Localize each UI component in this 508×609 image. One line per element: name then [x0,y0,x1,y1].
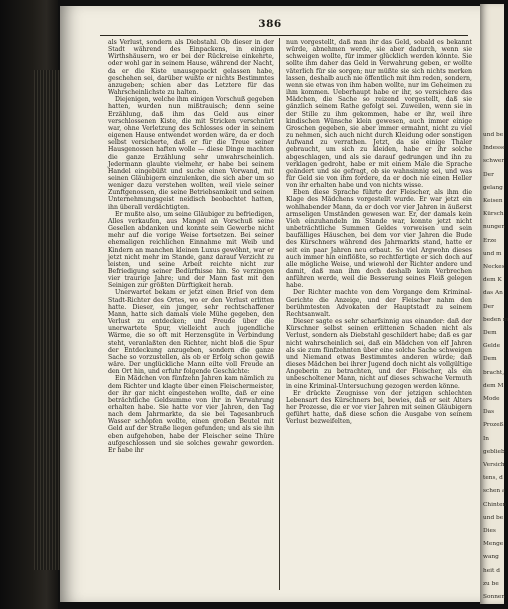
facing-page-fragment: und be [483,514,504,521]
previous-pages-edge [0,0,58,609]
paragraph: Unerwartet bekam er jetzt einen Brief von dem Stadt-Richter des Ortes, wo er den Verlust erlitten hatte. Dieser, ein junger, sehr rechtschaffener Mann, hatte sich damals viele Mühe gegeben, den Verlust zu entdecken; und Freude über die unerwartete Spur, vielleicht auch jugendliche Wärme, die so oft mit Herzensgüte in Verbindung steht, veranlaßten den Richter, nicht bloß die Spur der Entdeckung anzugeben, sondern die ganze Sache so vorzustellen, als ob er Erfolg schon gewiß wäre. Der unglückliche Mann eilte voll Freude an den Ort hin, und erfuhr folgende Geschichte: [108,289,274,376]
facing-page-fragment: Dem [483,330,497,336]
paragraph: Diejenigen, welche ihm einigen Vorschuß gegeben hatten, wurden nun mißtrauisch; denn seine Erzählung, daß ihm das Geld aus einer verschlossenen Kiste, die mit Stricken verschnürt war, ohne Verletzung des Schlosses oder in seinem eigenen Hause entwendet worden wäre, da er doch selbst versicherte, daß er für die Treue seiner Hausgenossen haften wolle — diese Dinge machten die ganze Erzählung sehr unwahrscheinlich. Jedermann glaubte vielmehr, er habe bei seinem Handel eingebüßt und suche einen Vorwand, mit seinen Gläubigern einzulenken, die sich aber um so weniger dazu verstehen wollten, weil viele seiner Zunftgenossen, die seine Betriebsamkeit und seinen Unternehmungsgeist neidisch beobachtet hatten, ihn überall verdächtigten. [108,96,274,211]
facing-page-fragment: Dem [483,356,497,363]
facing-page-fragment: Sonnen [483,594,506,600]
facing-page-fragment: Neckes [483,264,505,270]
facing-page-fragment: Versich [483,462,505,468]
facing-page-fragment: In [483,435,490,442]
left-text-column [108,39,274,595]
paragraph: Eben diese Sprache führte der Fleischer, als ihm die Klage des Mädchens vorgestellt wurde. Er war jetzt ein wohlhabender Mann, da er doch vor vier Jahren in äußerst armseligen Umständen gewesen war. Er, der damals kein Vieh einzuhandeln im Stande war, konnte jetzt nicht unbeträchtliche Summen Geldes vorweisen und sein baufälliges Häuschen, bei dem vor vier Jahren die Bude des Kürschners während des Jahrmarkts stand, hatte er seit ein paar Jahren neu erbaut. So viel Argwohn dieses auch immer hin einflößte, so rechtfertigte er sich doch auf alle mögliche Weise, und wiewohl der Richter andere und damit, daß man ihm doch deshalb kein Verbrechen anführen werde, weil die Besserung seines Fleiß gelegen habe. [286,189,472,290]
facing-page-fragment: und m [483,250,502,257]
facing-page-fragment: Der [483,303,494,310]
facing-page-fragment: das An [483,290,503,297]
facing-page-fragment: nungen [483,224,506,231]
facing-page-fragment: gelang [483,184,503,191]
next-page-edge [480,4,508,604]
facing-page-fragment: zu be [483,580,499,587]
facing-page-fragment: schwer [483,158,505,165]
header-rule [100,35,468,36]
facing-page-fragment: schen a [483,488,506,495]
paragraph: Er drückte Zeugnisse von der jetzigen schlechten Lebensart des Kürschners bei, bewies, daß er seit Alters her Prozesse, die er vor vier Jahren mit seinen Gläubigern geführt hatte, daß diese schon die Ausgabe von seinem Verlust bezweifelten, [286,389,472,426]
paragraph: als Verlust, sondern als Diebstahl. Ob dieser in der Stadt während des Einpackens, in einigen Wirthshäusern, wo er bei der Rückreise einkehrte, oder wohl gar in seinem Hause, während der Nacht, da er die Kiste unausgepackt gelassen habe, geschehen sei, darüber wußte er nichts Bestimmtes anzugeben; schien aber das Letztere für das Wahrscheinlichste zu halten. [108,39,274,97]
paragraph: Ein Mädchen von fünfzehn Jahren kam nämlich zu dem Richter und klagte über einen Fleischermeister, der ihr gar nicht eingestehen wollte, daß er eine beträchtliche Geldsumme von ihr in Verwahrung erhalten habe. Sie hatte vor vier Jahren, den Tag nach dem Jahrmarkte, da sie bei Tagesanbruch Wasser schöpfen wollte, einen großen Beutel mit Geld auf der Straße liegen gefunden; und als sie ihn eben aufgehoben, habe der Fleischer seine Thüre aufgeschlossen und sie solches gewahr geworden. Er habe ihr [108,375,275,454]
facing-page-fragment: Gelde [483,343,501,350]
facing-page-fragment: Das [483,409,495,416]
paragraph: Dieser sagte es sehr scharfsinnig aus einander: daß der Kürschner selbst seinen erlittenen Schaden nicht als Verlust, sondern als Diebstahl geschildert habe; daß es gar nicht wahrscheinlich sei, daß ein Mädchen von elf Jahren als sie zum fünfzehnten über eine solche Sache schweigen und Niemand etwas Bestimmtes anderen würde; daß dieses Mädchen bei ihrer Jugend doch nicht als vollgültige Angeberin zu betrachten, und der Fleischer, als ein unbescholtener Mann, nicht auf dieses schwache Vermuth in eine Kriminal-Untersuchung gezogen werden könne. [286,318,472,390]
facing-page-fragment: Chinten [483,501,507,508]
facing-page-fragment: tens, d [483,475,503,482]
book-page [60,6,480,602]
facing-page-fragment: wang [483,554,499,561]
facing-page-fragment: bracht, [483,369,505,376]
page-number: 386 [258,18,282,30]
column-divider [279,38,280,590]
facing-page-fragment: heit d [483,567,500,574]
paragraph: Er mußte also, um seine Gläubiger zu befriedigen, Alles verkaufen, aus Mangel an Vorschuß seine Gesellen abdanken und konnte sein Gewerbe nicht mehr auf die vorige Weise fortsetzen. Bei seiner ehemaligen reichlichen Einnahme mit Weib und Kindern an manchen kleinen Luxus gewöhnt, war er jetzt nicht mehr im Stande, ganz darauf Verzicht zu leisten, und seine Arbeit reichte nicht zur Befriedigung seiner Bedürfnisse hin. So verzingen vier traurige Jahre; und der Mann fast mit den Seinigen zur größten Dürftigkeit herab. [108,210,274,290]
paragraph: nun vorgestellt, daß man ihr das Geld, sobald es bekannt würde, abnehmen werde, sie aber dadurch, wenn sie schweigen wollte, für immer glücklich werden könnte. Sie sollte ihm daher das Geld in Verwahrung geben, er wollte väterlich für sie sorgen; nur müßte sie sich nichts merken lassen, deshalb auch nie öffentlich mit ihm reden, sondern, wenn sie etwas von ihm haben wollte, nur im Geheimen zu ihm kommen. Ueberhaupt habe er ihr, so versichere das Mädchen, die Sache so reizend vorgestellt, daß sie gänzlich seinem Rathe gefolgt sei. Zuweilen, wenn sie in der Stille zu ihm gekommen, habe er ihr, weil ihre kindischen Wünsche klein gewesen, auch immer einige Groschen gegeben, sie aber immer ermahnt, nicht zu viel zu nehmen, sich auch nicht durch Kleidung oder sonstigen Aufwand zu verrathen. Jetzt, da sie einige Thaler gebraucht, um sich zu kleiden, habe er ihr solche abgeschlagen, und als sie darauf gedrungen und ihn zu verklagen gedroht, habe er mit einem Male die Sprache geändert und sie gefragt, ob sie wahnsinnig sei, und was für Geld sie von ihm fordere, da er doch nie einen Heller von ihr erhalten habe und von nichts wisse. [286,39,472,190]
facing-page-fragment: und be [483,132,504,138]
facing-page-fragment: dem M [483,382,504,389]
facing-page-fragment: Der [483,171,494,178]
right-text-column [286,39,472,595]
facing-page-fragment: Mode [483,396,500,402]
facing-page-fragment: Erze [483,237,497,244]
facing-page-fragment: Menge [483,541,504,548]
facing-page-fragment: Keisen [483,198,503,204]
facing-page-fragment: Prozeß [483,422,504,429]
facing-page-fragment: Kürsch [483,211,504,218]
facing-page-fragment: dem K [483,277,502,284]
facing-page-fragment: geblieb [483,448,505,455]
facing-page-fragment: Indesse [483,145,506,152]
facing-page-fragment: beden m [483,316,508,323]
facing-page-fragment: Dies [483,528,496,534]
paragraph: Der Richter machte von dem Vorgange dem Kriminal-Gerichte die Anzeige, und der Fleischer nahm den berühmtesten Advokaten der Hauptstadt zu seinem Rechtsanwalt. [286,289,472,318]
